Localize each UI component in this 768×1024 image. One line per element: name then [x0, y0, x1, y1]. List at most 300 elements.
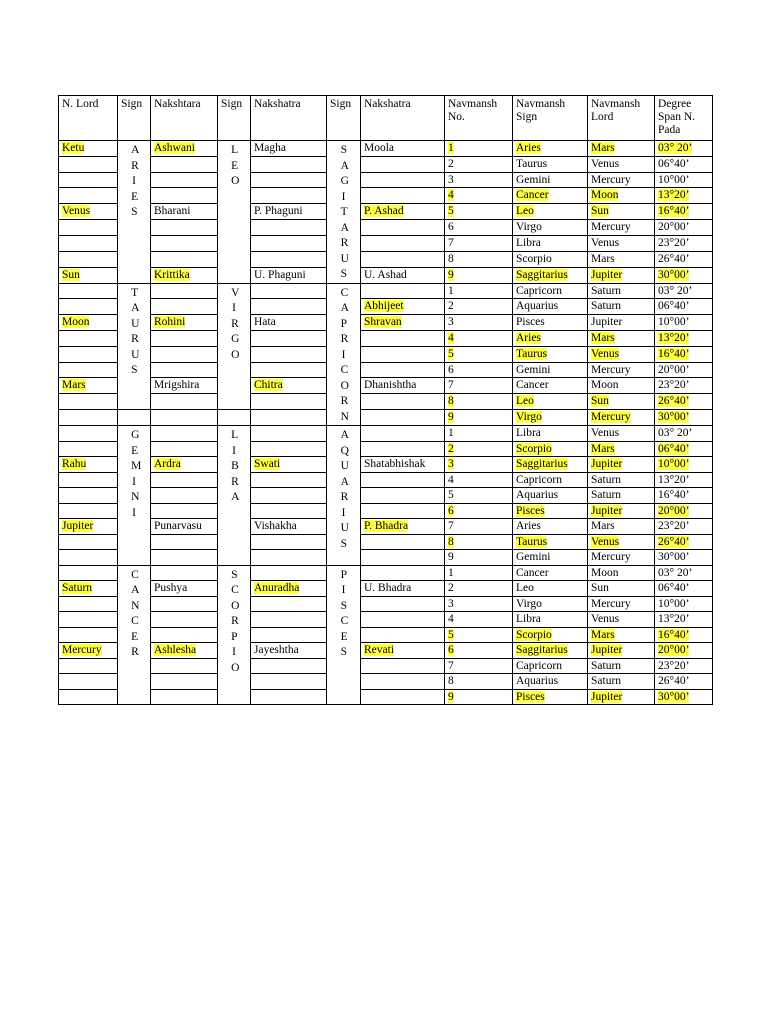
navmansh-no-cell: [445, 612, 513, 628]
nakshatra-2: Magha: [254, 142, 286, 154]
navmansh-sign-cell: [513, 141, 588, 157]
nakshatra-lord-cell: [59, 315, 118, 331]
nakshatra-1: Pushya: [154, 582, 188, 594]
table-row: [59, 519, 713, 535]
degree-span-cell: [655, 472, 713, 488]
navmansh-no-cell: [445, 330, 513, 346]
degree-span-cell: [655, 172, 713, 188]
degree-span-cell: [655, 188, 713, 204]
nakshatra-1-cell: [151, 457, 218, 473]
degree-span-cell: [655, 394, 713, 410]
table-row: [59, 534, 713, 550]
sign-2: LIBRA: [231, 429, 240, 503]
navmansh-sign: Libra: [516, 236, 541, 249]
navmansh-lord-cell: [588, 394, 655, 410]
header-navmansh-lord: Navmansh Lord: [588, 96, 655, 141]
navmansh-no-cell: [445, 346, 513, 362]
navmansh-no: 3: [448, 597, 454, 610]
navmansh-sign: Libra: [516, 427, 541, 439]
degree-span-cell: [655, 457, 713, 473]
nakshatra-3-cell: [361, 550, 445, 566]
degree-span-cell: [655, 220, 713, 236]
table-row: [59, 220, 713, 236]
nakshatra-2-cell: [251, 488, 327, 504]
navmansh-lord-cell: [588, 534, 655, 550]
navmansh-no: 9: [448, 411, 454, 424]
nakshatra-1-cell: [151, 172, 218, 188]
navmansh-no: 5: [448, 489, 454, 501]
degree-span-cell: [655, 519, 713, 535]
navmansh-no: 8: [448, 252, 454, 265]
navmansh-lord-cell: [588, 141, 655, 157]
navmansh-lord: Saturn: [591, 473, 622, 486]
nakshatra-2-cell: [251, 426, 327, 442]
nakshatra-1: Ardra: [154, 458, 181, 470]
navmansh-no: 5: [448, 347, 454, 360]
nakshatra-2-cell: [251, 410, 327, 426]
nakshatra-lord-cell: [59, 426, 118, 442]
nakshatra-2-cell: [251, 141, 327, 157]
degree-span: 30°00’: [658, 690, 690, 703]
navmansh-no-cell: [445, 394, 513, 410]
navmansh-sign-cell: [513, 550, 588, 566]
nakshatra-3-cell: [361, 220, 445, 236]
nakshatra-2-cell: [251, 330, 327, 346]
degree-span-cell: [655, 378, 713, 394]
navmansh-lord: Venus: [591, 157, 620, 170]
nakshatra-3-cell: [361, 141, 445, 157]
navmansh-sign-cell: [513, 643, 588, 659]
navmansh-sign-cell: [513, 503, 588, 519]
nakshatra-3-cell: [361, 172, 445, 188]
header-navmansh-no: Navmansh No.: [445, 96, 513, 141]
degree-span: 20°00’: [658, 221, 690, 234]
degree-span-cell: [655, 362, 713, 378]
degree-span-cell: [655, 410, 713, 426]
table-row: [59, 267, 713, 283]
navmansh-lord: Saturn: [591, 675, 622, 687]
nakshatra-lord: Jupiter: [62, 520, 94, 532]
navmansh-lord-cell: [588, 488, 655, 504]
navmansh-sign-cell: [513, 674, 588, 690]
navmansh-sign-cell: [513, 612, 588, 628]
sign-1-cell: [118, 283, 151, 410]
sign-1-cell: [118, 426, 151, 566]
navmansh-lord: Mercury: [591, 173, 631, 186]
nakshatra-2-cell: [251, 267, 327, 283]
navmansh-no-cell: [445, 503, 513, 519]
nakshatra-lord-cell: [59, 330, 118, 346]
navmansh-sign: Leo: [516, 395, 534, 408]
navmansh-no-cell: [445, 596, 513, 612]
navmansh-no: 8: [448, 675, 454, 687]
degree-span-cell: [655, 204, 713, 220]
nakshatra-3-cell: [361, 362, 445, 378]
navmansh-sign: Leo: [516, 205, 534, 218]
navmansh-lord: Venus: [591, 427, 620, 439]
nakshatra-1-cell: [151, 378, 218, 394]
navmansh-sign-cell: [513, 534, 588, 550]
sign-2-cell: [218, 410, 251, 426]
sign-3-cell: [327, 283, 361, 426]
table-row: [59, 441, 713, 457]
sign-1: TAURUS: [131, 286, 140, 376]
navmansh-lord-cell: [588, 612, 655, 628]
degree-span-cell: [655, 156, 713, 172]
navmansh-no-cell: [445, 472, 513, 488]
degree-span: 03° 20’: [658, 284, 693, 297]
navmansh-lord: Venus: [591, 347, 620, 360]
nakshatra-1-cell: [151, 410, 218, 426]
header-row: [59, 96, 713, 141]
nakshatra-3-cell: [361, 674, 445, 690]
navmansh-no: 4: [448, 189, 454, 202]
table-row: [59, 627, 713, 643]
navmansh-sign: Pisces: [516, 504, 545, 517]
navmansh-sign-cell: [513, 441, 588, 457]
sign-3: SAGITARUS: [340, 144, 349, 280]
nakshatra-lord-cell: [59, 410, 118, 426]
navmansh-lord: Jupiter: [591, 316, 623, 329]
table-row: [59, 378, 713, 394]
nakshatra-3: Dhanishtha: [364, 379, 417, 392]
nakshatra-lord-cell: [59, 674, 118, 690]
nakshatra-1-cell: [151, 472, 218, 488]
navmansh-sign-cell: [513, 394, 588, 410]
degree-span: 26°40’: [658, 252, 690, 265]
nakshatra-2-cell: [251, 689, 327, 705]
table-row: [59, 156, 713, 172]
navmansh-no-cell: [445, 410, 513, 426]
nakshatra-3-cell: [361, 267, 445, 283]
degree-span: 16°40’: [658, 489, 690, 501]
navmansh-sign-cell: [513, 204, 588, 220]
navmansh-lord-cell: [588, 441, 655, 457]
nakshatra-2-cell: [251, 658, 327, 674]
nakshatra-lord-cell: [59, 612, 118, 628]
navmansh-lord-cell: [588, 172, 655, 188]
header-nakshatra-1: Nakshtara: [151, 96, 218, 141]
nakshatra-2-cell: [251, 674, 327, 690]
navmansh-sign-cell: [513, 220, 588, 236]
navmansh-lord: Jupiter: [591, 644, 623, 656]
nakshatra-3: P. Ashad: [364, 205, 404, 218]
table-row: [59, 550, 713, 566]
navmansh-sign: Aries: [516, 331, 541, 344]
degree-span-cell: [655, 565, 713, 581]
nakshatra-lord-cell: [59, 188, 118, 204]
nakshatra-3-cell: [361, 156, 445, 172]
nakshatra-2: Swati: [254, 458, 281, 470]
navmansh-no: 1: [448, 427, 454, 439]
degree-span: 30°00’: [658, 268, 690, 281]
navmansh-sign: Gemini: [516, 363, 551, 376]
navmansh-sign-cell: [513, 457, 588, 473]
navmansh-sign: Saggitarius: [516, 644, 568, 656]
degree-span: 30°00’: [658, 551, 690, 563]
navmansh-lord-cell: [588, 426, 655, 442]
nakshatra-3: U. Ashad: [364, 268, 407, 281]
degree-span-cell: [655, 267, 713, 283]
nakshatra-3-cell: [361, 565, 445, 581]
sign-1-cell: [118, 141, 151, 284]
navmansh-no-cell: [445, 378, 513, 394]
navmansh-no-cell: [445, 643, 513, 659]
nakshatra-3-cell: [361, 441, 445, 457]
degree-span-cell: [655, 346, 713, 362]
navmansh-lord: Mercury: [591, 221, 631, 234]
navmansh-sign-cell: [513, 172, 588, 188]
header-sign-2: Sign: [218, 96, 251, 141]
nakshatra-1-cell: [151, 612, 218, 628]
degree-span-cell: [655, 426, 713, 442]
degree-span: 23°20’: [658, 236, 690, 249]
navmansh-sign-cell: [513, 565, 588, 581]
nakshatra-navamsha-table: [58, 95, 713, 705]
navmansh-no: 4: [448, 613, 454, 625]
nakshatra-lord-cell: [59, 596, 118, 612]
nakshatra-3-cell: [361, 378, 445, 394]
navmansh-lord: Jupiter: [591, 268, 623, 281]
table-row: [59, 235, 713, 251]
navmansh-lord-cell: [588, 410, 655, 426]
degree-span: 06°40’: [658, 582, 690, 594]
nakshatra-3: Shatabhishak: [364, 458, 426, 470]
navmansh-lord: Moon: [591, 566, 619, 579]
navmansh-lord-cell: [588, 204, 655, 220]
navmansh-sign-cell: [513, 299, 588, 315]
table-row: [59, 503, 713, 519]
navmansh-no: 2: [448, 582, 454, 594]
nakshatra-lord: Venus: [62, 205, 91, 218]
sign-3: CAPRICORN: [340, 286, 349, 423]
nakshatra-lord-cell: [59, 643, 118, 659]
nakshatra-1-cell: [151, 550, 218, 566]
degree-span: 20°00’: [658, 504, 690, 517]
navmansh-sign: Scorpio: [516, 442, 552, 455]
table-row: [59, 581, 713, 597]
sign-1-cell: [118, 410, 151, 426]
navmansh-sign: Cancer: [516, 379, 549, 392]
nakshatra-lord: Ketu: [62, 142, 85, 154]
navmansh-lord: Saturn: [591, 284, 622, 297]
nakshatra-lord-cell: [59, 141, 118, 157]
navmansh-no-cell: [445, 156, 513, 172]
navmansh-sign: Aries: [516, 142, 541, 154]
navmansh-lord: Mercury: [591, 363, 631, 376]
navmansh-lord: Sun: [591, 395, 609, 408]
table-row: [59, 394, 713, 410]
navmansh-no: 3: [448, 173, 454, 186]
nakshatra-1: Punarvasu: [154, 520, 202, 532]
nakshatra-1-cell: [151, 503, 218, 519]
nakshatra-3-cell: [361, 299, 445, 315]
table-row: [59, 362, 713, 378]
navmansh-sign-cell: [513, 689, 588, 705]
navmansh-no: 8: [448, 535, 454, 548]
navmansh-lord-cell: [588, 457, 655, 473]
nakshatra-2-cell: [251, 299, 327, 315]
nakshatra-2-cell: [251, 172, 327, 188]
degree-span-cell: [655, 674, 713, 690]
sign-1-cell: [118, 565, 151, 705]
degree-span: 23°20’: [658, 520, 690, 532]
navmansh-lord-cell: [588, 251, 655, 267]
navmansh-lord-cell: [588, 503, 655, 519]
nakshatra-3-cell: [361, 534, 445, 550]
nakshatra-2-cell: [251, 565, 327, 581]
sign-3-cell: [327, 565, 361, 705]
nakshatra-3-cell: [361, 519, 445, 535]
navmansh-no-cell: [445, 362, 513, 378]
nakshatra-1-cell: [151, 220, 218, 236]
navmansh-lord-cell: [588, 627, 655, 643]
nakshatra-1-cell: [151, 519, 218, 535]
nakshatra-2: Jayeshtha: [254, 644, 299, 656]
nakshatra-1-cell: [151, 315, 218, 331]
nakshatra-lord-cell: [59, 299, 118, 315]
navmansh-sign: Aries: [516, 520, 541, 532]
navmansh-lord: Mars: [591, 628, 615, 641]
degree-span: 13°20’: [658, 331, 690, 344]
degree-span: 10°00’: [658, 316, 690, 329]
nakshatra-2-cell: [251, 519, 327, 535]
navmansh-lord-cell: [588, 658, 655, 674]
sign-2-cell: [218, 565, 251, 705]
navmansh-no: 4: [448, 331, 454, 344]
nakshatra-lord-cell: [59, 394, 118, 410]
nakshatra-lord-cell: [59, 267, 118, 283]
navmansh-sign: Scorpio: [516, 628, 552, 641]
navmansh-sign-cell: [513, 658, 588, 674]
nakshatra-2-cell: [251, 457, 327, 473]
navmansh-sign-cell: [513, 426, 588, 442]
nakshatra-lord-cell: [59, 235, 118, 251]
degree-span-cell: [655, 689, 713, 705]
navmansh-no-cell: [445, 658, 513, 674]
nakshatra-2: Chitra: [254, 379, 283, 392]
navmansh-lord-cell: [588, 550, 655, 566]
degree-span: 16°40’: [658, 628, 690, 641]
nakshatra-3-cell: [361, 581, 445, 597]
sign-1: GEMINI: [131, 429, 142, 519]
navmansh-no-cell: [445, 235, 513, 251]
nakshatra-3-cell: [361, 596, 445, 612]
nakshatra-3-cell: [361, 235, 445, 251]
navmansh-no: 1: [448, 142, 454, 154]
navmansh-sign: Capricorn: [516, 473, 562, 486]
navmansh-lord: Moon: [591, 379, 619, 392]
sign-3: AQUARIUS: [340, 429, 349, 550]
nakshatra-3: Moola: [364, 142, 395, 154]
navmansh-lord-cell: [588, 378, 655, 394]
nakshatra-2-cell: [251, 362, 327, 378]
nakshatra-1-cell: [151, 674, 218, 690]
navmansh-lord: Mars: [591, 142, 615, 154]
nakshatra-3-cell: [361, 330, 445, 346]
navmansh-lord-cell: [588, 362, 655, 378]
nakshatra-3-cell: [361, 283, 445, 299]
navmansh-lord-cell: [588, 299, 655, 315]
nakshatra-3-cell: [361, 503, 445, 519]
navmansh-sign-cell: [513, 235, 588, 251]
degree-span: 13°20’: [658, 189, 690, 202]
navmansh-no-cell: [445, 220, 513, 236]
nakshatra-2-cell: [251, 550, 327, 566]
nakshatra-lord-cell: [59, 378, 118, 394]
navmansh-sign: Aquarius: [516, 300, 559, 313]
navmansh-no-cell: [445, 267, 513, 283]
degree-span: 30°00’: [658, 411, 690, 424]
navmansh-no: 4: [448, 473, 454, 486]
navmansh-lord: Saturn: [591, 300, 622, 313]
navmansh-lord: Mercury: [591, 411, 631, 424]
navmansh-sign-cell: [513, 362, 588, 378]
navmansh-no-cell: [445, 441, 513, 457]
nakshatra-2-cell: [251, 188, 327, 204]
nakshatra-1-cell: [151, 394, 218, 410]
sign-1: CANCER: [131, 568, 140, 658]
navmansh-lord-cell: [588, 235, 655, 251]
navmansh-no-cell: [445, 204, 513, 220]
sign-2: VIRGO: [231, 286, 240, 361]
degree-span: 06°40’: [658, 442, 690, 455]
nakshatra-3-cell: [361, 251, 445, 267]
degree-span-cell: [655, 550, 713, 566]
nakshatra-lord-cell: [59, 658, 118, 674]
navmansh-lord-cell: [588, 565, 655, 581]
navmansh-no: 3: [448, 458, 454, 470]
sign-3-cell: [327, 426, 361, 566]
navmansh-no-cell: [445, 283, 513, 299]
table-row: [59, 488, 713, 504]
table-row: [59, 330, 713, 346]
navmansh-lord-cell: [588, 674, 655, 690]
sign-2-cell: [218, 426, 251, 566]
nakshatra-lord-cell: [59, 251, 118, 267]
nakshatra-lord-cell: [59, 550, 118, 566]
navmansh-no: 9: [448, 268, 454, 281]
navmansh-no-cell: [445, 488, 513, 504]
navmansh-no: 2: [448, 442, 454, 455]
navmansh-sign: Leo: [516, 582, 534, 594]
nakshatra-2-cell: [251, 627, 327, 643]
nakshatra-1: Rohini: [154, 316, 186, 329]
navmansh-sign: Taurus: [516, 347, 548, 360]
navmansh-sign-cell: [513, 156, 588, 172]
navmansh-lord-cell: [588, 267, 655, 283]
nakshatra-1-cell: [151, 689, 218, 705]
nakshatra-3: Revati: [364, 644, 395, 656]
navmansh-sign: Virgo: [516, 597, 542, 610]
nakshatra-1-cell: [151, 581, 218, 597]
navmansh-sign: Gemini: [516, 551, 551, 563]
navmansh-no-cell: [445, 457, 513, 473]
table-row: [59, 410, 713, 426]
navmansh-no-cell: [445, 689, 513, 705]
degree-span-cell: [655, 299, 713, 315]
sign-2-cell: [218, 141, 251, 284]
navmansh-sign: Cancer: [516, 566, 549, 579]
nakshatra-lord-cell: [59, 457, 118, 473]
navmansh-no: 5: [448, 205, 454, 218]
navmansh-no-cell: [445, 426, 513, 442]
nakshatra-1-cell: [151, 299, 218, 315]
nakshatra-lord-cell: [59, 503, 118, 519]
nakshatra-1: Ashwani: [154, 142, 195, 154]
nakshatra-3-cell: [361, 627, 445, 643]
nakshatra-3-cell: [361, 472, 445, 488]
